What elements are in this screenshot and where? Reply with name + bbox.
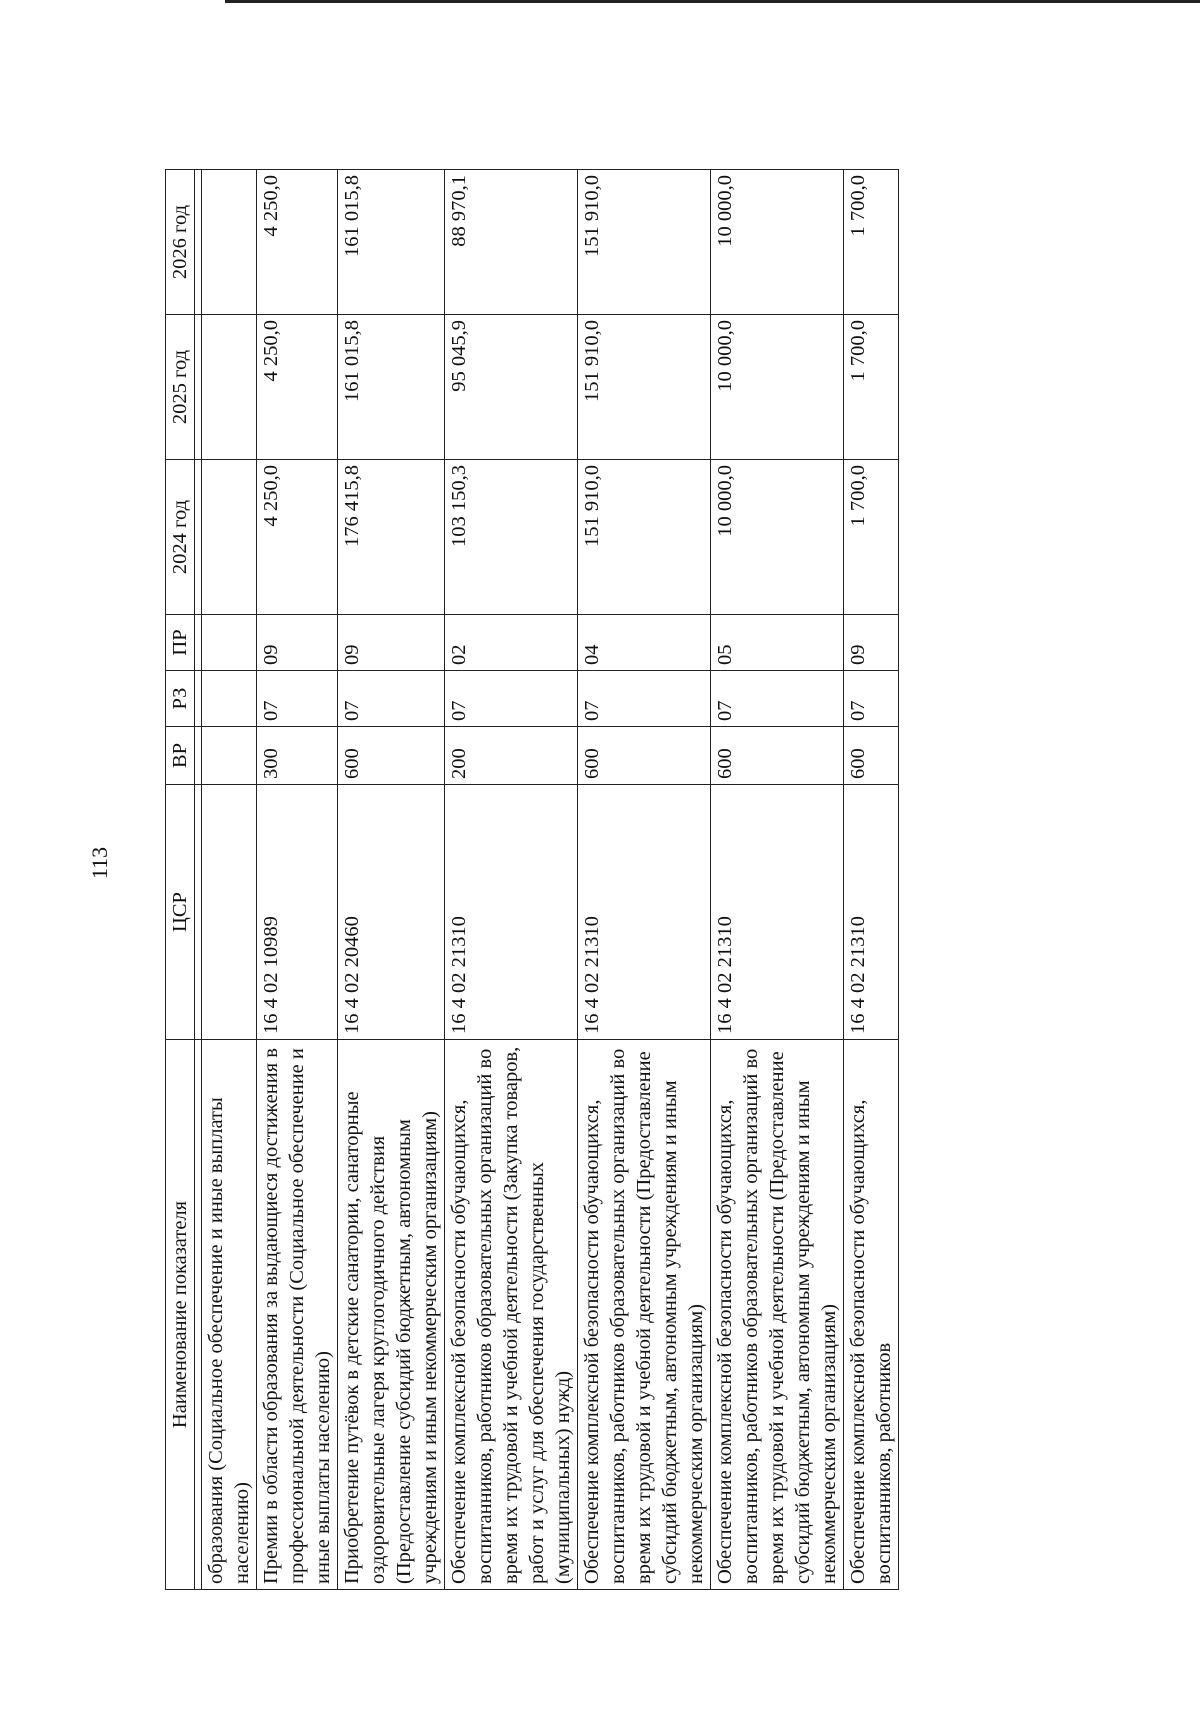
cell-rz: 07 [711,671,844,727]
cell-2025: 4 250,0 [257,315,338,460]
table-row [578,170,711,1590]
cell-2024: 151 910,0 [578,460,711,615]
cell-pr: 09 [338,615,445,671]
cell-csr [202,785,257,1040]
rotated-table-wrapper [165,170,899,1590]
cell-pr: 05 [711,615,844,671]
cell-2024 [202,460,257,615]
cell-rz: 07 [338,671,445,727]
cell-vr: 600 [711,727,844,785]
cell-rz: 07 [445,671,578,727]
spacer-cell [195,460,202,615]
cell-vr: 300 [257,727,338,785]
spacer-cell [195,315,202,460]
header-2026: 2026 год [166,170,195,315]
cell-2026: 161 015,8 [338,170,445,315]
cell-2024: 10 000,0 [711,460,844,615]
cell-vr: 600 [338,727,445,785]
cell-pr: 02 [445,615,578,671]
cell-2026: 4 250,0 [257,170,338,315]
header-csr: ЦСР [166,785,195,1040]
cell-2024: 176 415,8 [338,460,445,615]
cell-name: Обеспечение комплексной безопасности обучающихся, воспитанников, работников образовательных организаций во время их трудовой и учебной деятельности (Предоставление субсидий бюджетным, автономным учреждениям и иным некоммерческим организациям) [578,1040,711,1590]
cell-2024: 1 700,0 [844,460,899,615]
spacer-cell [195,671,202,727]
header-vr: ВР [166,727,195,785]
cell-name: Обеспечение комплексной безопасности обучающихся, воспитанников, работников образовательных организаций во время их трудовой и учебной деятельности (Закупка товаров, работ и услуг для обеспечения государственных (муниципальных) нужд) [445,1040,578,1590]
table-header-row [166,170,195,1590]
cell-2026: 88 970,1 [445,170,578,315]
header-2025: 2025 год [166,315,195,460]
cell-name: Обеспечение комплексной безопасности обучающихся, воспитанников, работников [844,1040,899,1590]
spacer-cell [195,1040,202,1590]
cell-2026: 151 910,0 [578,170,711,315]
header-rz: РЗ [166,671,195,727]
cell-2025: 1 700,0 [844,315,899,460]
header-name: Наименование показателя [166,1040,195,1590]
table-row [338,170,445,1590]
cell-vr: 600 [578,727,711,785]
cell-rz: 07 [578,671,711,727]
cell-csr: 16 4 02 21310 [445,785,578,1040]
header-spacer-row [195,170,202,1590]
cell-name: образования (Социальное обеспечение и иные выплаты населению) [202,1040,257,1590]
header-pr: ПР [166,615,195,671]
cell-name: Приобретение путёвок в детские санатории, санаторные оздоровительные лагеря круглогодичного действия (Предоставление субсидий бюджетным, автономным учреждениям и иным некоммерческим организациям) [338,1040,445,1590]
cell-2025: 161 015,8 [338,315,445,460]
cell-2025: 95 045,9 [445,315,578,460]
cell-2024: 4 250,0 [257,460,338,615]
cell-rz [202,671,257,727]
cell-2025: 151 910,0 [578,315,711,460]
cell-csr: 16 4 02 21310 [578,785,711,1040]
table-row [202,170,257,1590]
cell-2025 [202,315,257,460]
cell-vr: 200 [445,727,578,785]
cell-2026: 1 700,0 [844,170,899,315]
page-number: 113 [87,846,112,880]
cell-2026: 10 000,0 [711,170,844,315]
cell-name: Премии в области образования за выдающиеся достижения в профессиональной деятельности (Социальное обеспечение и иные выплаты населению) [257,1040,338,1590]
spacer-cell [195,170,202,315]
table-row [445,170,578,1590]
cell-csr: 16 4 02 20460 [338,785,445,1040]
cell-2025: 10 000,0 [711,315,844,460]
table-row [844,170,899,1590]
cell-pr: 09 [844,615,899,671]
top-border-line [225,0,1200,3]
cell-vr: 600 [844,727,899,785]
cell-csr: 16 4 02 10989 [257,785,338,1040]
spacer-cell [195,615,202,671]
spacer-cell [195,785,202,1040]
cell-csr: 16 4 02 21310 [844,785,899,1040]
table-row [257,170,338,1590]
header-2024: 2024 год [166,460,195,615]
cell-csr: 16 4 02 21310 [711,785,844,1040]
cell-name: Обеспечение комплексной безопасности обучающихся, воспитанников, работников образовательных организаций во время их трудовой и учебной деятельности (Предоставление субсидий бюджетным, автономным учреждениям и иным некоммерческим организациям) [711,1040,844,1590]
spacer-cell [195,727,202,785]
budget-table [165,169,899,1590]
cell-2026 [202,170,257,315]
cell-pr: 09 [257,615,338,671]
cell-rz: 07 [257,671,338,727]
cell-rz: 07 [844,671,899,727]
table-row [711,170,844,1590]
cell-pr: 04 [578,615,711,671]
cell-vr [202,727,257,785]
cell-pr [202,615,257,671]
cell-2024: 103 150,3 [445,460,578,615]
